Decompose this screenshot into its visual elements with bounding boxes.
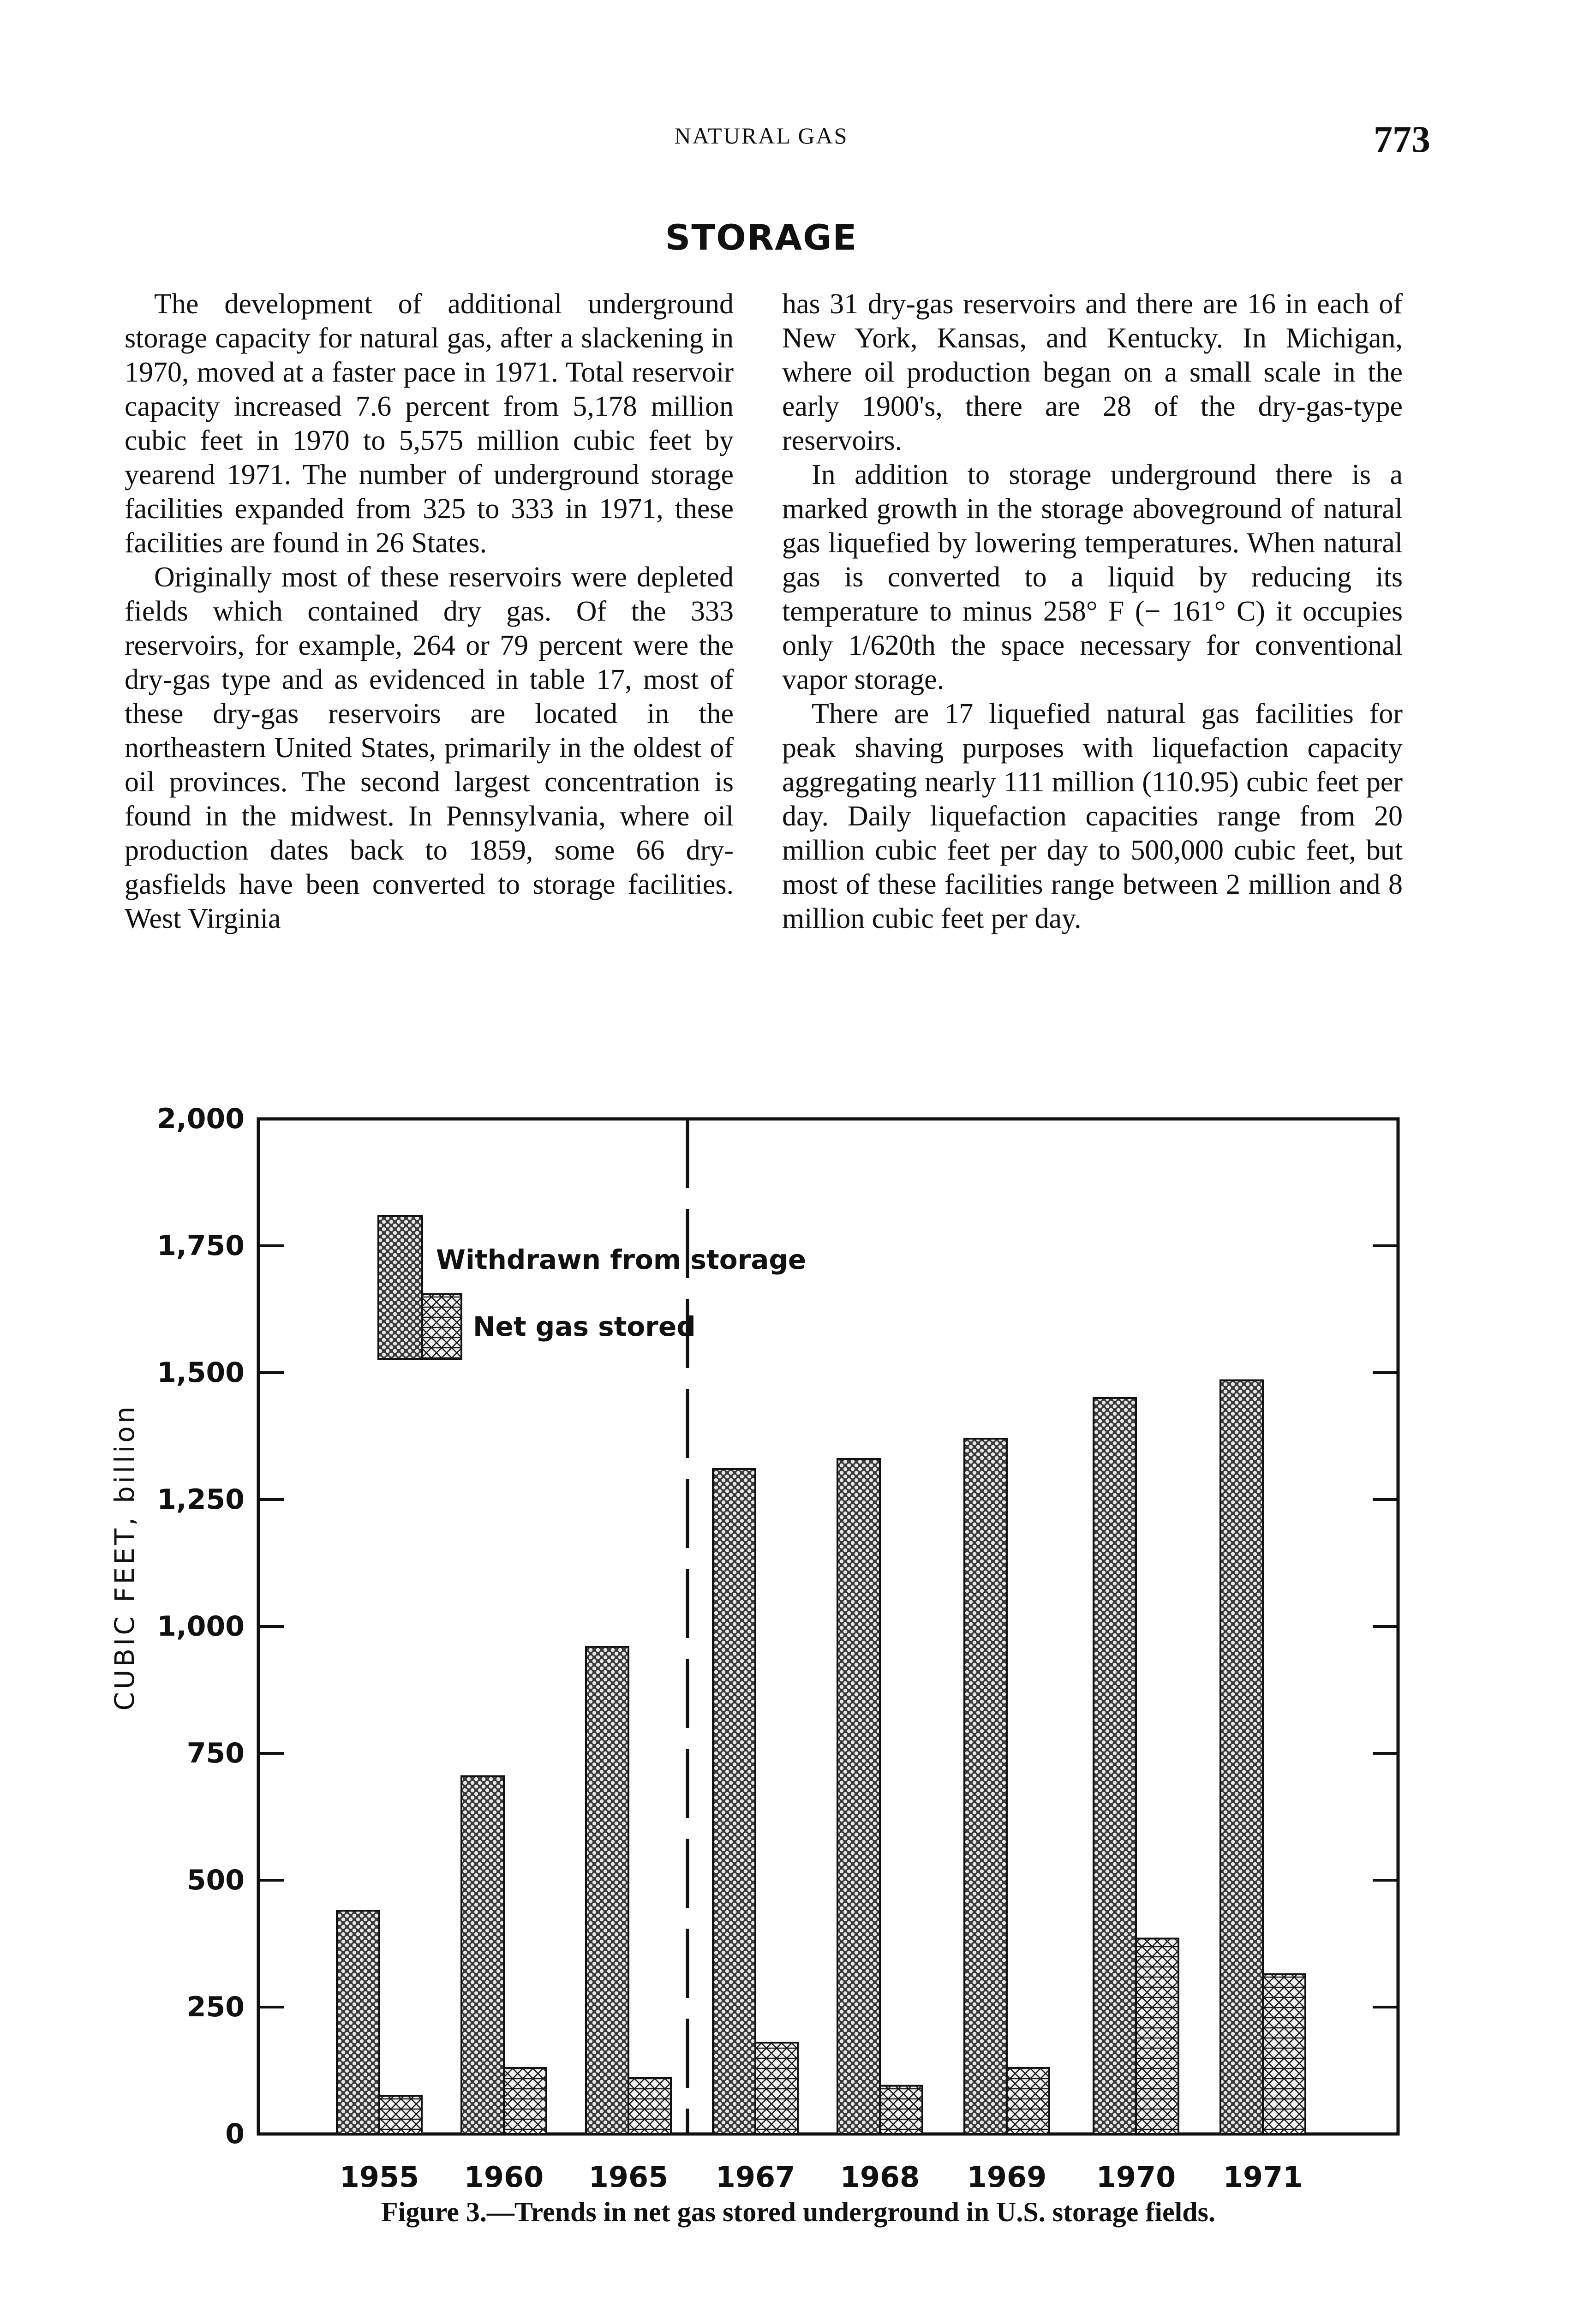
bar-net-stored-1955 bbox=[379, 2096, 422, 2134]
legend-swatch-withdrawn bbox=[378, 1216, 422, 1359]
y-tick-label: 1,250 bbox=[157, 1483, 245, 1516]
bar-withdrawn-1960 bbox=[461, 1776, 504, 2134]
bar-withdrawn-1969 bbox=[964, 1439, 1007, 2134]
y-tick-label: 750 bbox=[186, 1737, 245, 1769]
x-tick-label: 1955 bbox=[339, 2160, 419, 2187]
y-tick-label: 250 bbox=[186, 1991, 245, 2023]
bar-net-stored-1960 bbox=[504, 2068, 546, 2134]
x-tick-label: 1967 bbox=[715, 2160, 795, 2187]
bar-withdrawn-1965 bbox=[586, 1647, 628, 2134]
paragraph: The development of additional underground storage capacity for natural gas, after a slackening in 1970, moved at a faster pace in 1971. Total reservoir capacity increased 7.6 percent from 5,178 million cubic feet in 1970 to 5,575 million cubic feet by yearend 1971. The number of underground storage facilities expanded from 325 to 333 in 1971, these facilities are found in 26 States. bbox=[125, 288, 734, 559]
bar-withdrawn-1970 bbox=[1094, 1398, 1136, 2134]
bar-net-stored-1969 bbox=[1007, 2068, 1049, 2134]
bar-withdrawn-1955 bbox=[337, 1911, 379, 2134]
x-tick-label: 1970 bbox=[1096, 2160, 1176, 2187]
bar-withdrawn-1968 bbox=[837, 1459, 880, 2134]
right-text-column bbox=[782, 287, 1403, 936]
left-text-column bbox=[125, 287, 734, 936]
bar-net-stored-1970 bbox=[1136, 1939, 1178, 2134]
bar-withdrawn-1967 bbox=[713, 1469, 755, 2134]
legend bbox=[378, 1216, 806, 1359]
running-head: NATURAL GAS bbox=[674, 123, 849, 149]
y-axis-label: CUBIC FEET, billion bbox=[109, 1404, 140, 1711]
x-tick-label: 1969 bbox=[967, 2160, 1047, 2187]
legend-label-withdrawn: Withdrawn from storage bbox=[436, 1244, 807, 1275]
section-title: STORAGE bbox=[665, 217, 858, 258]
legend-label-net-stored: Net gas stored bbox=[473, 1311, 696, 1342]
x-tick-label: 1968 bbox=[840, 2160, 920, 2187]
y-tick-label: 1,000 bbox=[157, 1610, 245, 1643]
bar-net-stored-1965 bbox=[628, 2078, 671, 2134]
paragraph: Originally most of these reservoirs were depleted fields which contained dry gas. Of the 333 reservoirs, for example, 264 or 79 percent were the dry-gas type and as evidenced in table 17, most of these dry-gas reservoirs are located in the northeastern United States, primarily in the oldest of oil provinces. The second largest concentration is found in the midwest. In Pennsylvania, where oil production dates back to 1859, some 66 dry-gasfields have been converted to storage facilities. West Virginia bbox=[125, 562, 734, 934]
bar-net-stored-1971 bbox=[1263, 1974, 1305, 2134]
bar-net-stored-1968 bbox=[880, 2086, 922, 2134]
bar-net-stored-1967 bbox=[755, 2043, 798, 2134]
x-tick-label: 1960 bbox=[464, 2160, 544, 2187]
paragraph: There are 17 liquefied natural gas facilities for peak shaving purposes with liquefaction capacity aggregating nearly 111 million (110.95) cubic feet per day. Daily liquefaction capacities range from 20 million cubic feet per day to 500,000 cubic feet, but most of these facilities range between 2 million and 8 million cubic feet per day. bbox=[782, 698, 1403, 934]
x-tick-label: 1971 bbox=[1223, 2160, 1303, 2187]
x-tick-label: 1965 bbox=[588, 2160, 669, 2187]
y-tick-label: 0 bbox=[225, 2118, 245, 2150]
legend-swatch-net-stored bbox=[422, 1294, 461, 1359]
y-tick-label: 2,000 bbox=[157, 1103, 245, 1135]
bar-chart bbox=[0, 1089, 1596, 2187]
x-axis bbox=[340, 2160, 1303, 2187]
paragraph: In addition to storage underground there is a marked growth in the storage aboveground of natural gas liquefied by lowering temperatures. When natural gas is converted to a liquid by reducing its temperature to minus 258° F (− 161° C) it occupies only 1/620th the space necessary for conventional vapor storage. bbox=[782, 459, 1403, 695]
y-tick-label: 500 bbox=[186, 1864, 245, 1896]
y-tick-label: 1,500 bbox=[157, 1357, 245, 1389]
paragraph: has 31 dry-gas reservoirs and there are 16 in each of New York, Kansas, and Kentucky. In Michigan, where oil production began on a small scale in the early 1900's, there are 28 of the dry-gas-type reservoirs. bbox=[782, 288, 1403, 456]
y-tick-label: 1,750 bbox=[157, 1230, 245, 1262]
bar-withdrawn-1971 bbox=[1220, 1381, 1263, 2134]
figure-caption: Figure 3.—Trends in net gas stored underground in U.S. storage fields. bbox=[381, 2197, 1215, 2227]
page-number: 773 bbox=[1374, 118, 1430, 160]
